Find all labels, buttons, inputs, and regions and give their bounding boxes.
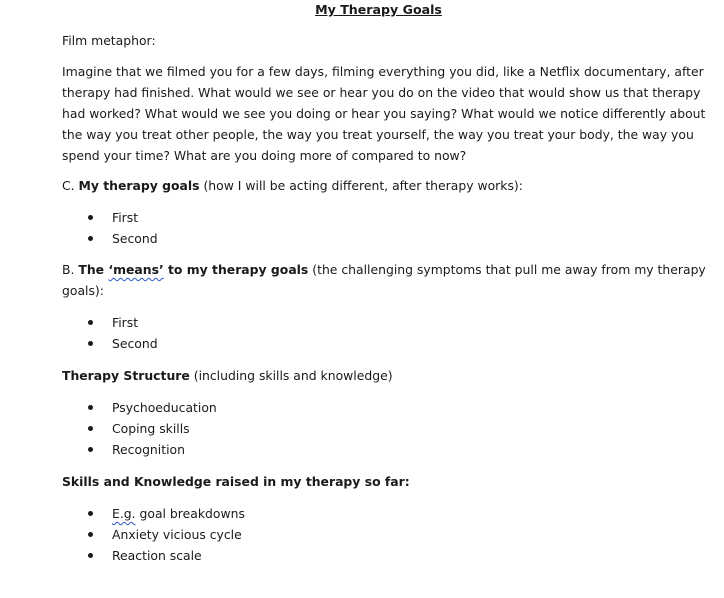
section-c-list [0, 207, 158, 249]
skills-list [0, 503, 245, 566]
list-item [0, 439, 217, 460]
section-c-title: My therapy goals [78, 178, 200, 193]
section-b-list [0, 312, 158, 354]
bullet-icon [88, 341, 93, 346]
list-item [0, 545, 245, 566]
section-c-note: (how I will be acting different, after therapy works): [199, 178, 523, 193]
section-b-title-pre: The [78, 262, 109, 277]
list-item [0, 312, 158, 333]
bullet-icon [88, 215, 93, 220]
list-item-label: First [112, 315, 139, 330]
structure-title: Therapy Structure [62, 368, 190, 383]
list-item-label: goal breakdowns [135, 506, 245, 521]
document-title: My Therapy Goals [315, 2, 442, 17]
bullet-icon [88, 236, 93, 241]
list-item-label: Second [112, 336, 158, 351]
skills-heading [62, 471, 710, 492]
list-item-label: Recognition [112, 442, 185, 457]
list-item-label: Psychoeducation [112, 400, 217, 415]
section-b-title-word: ‘means’ [108, 262, 164, 277]
intro-paragraph: Imagine that we filmed you for a few days, filming everything you did, like a Netflix documentary, after therapy had finished. What would we see or hear you do on the video that would show us that therapy had worked? What would we see you doing or hear you saying? What would we notice differently about the way you treat other people, the way you treat yourself, the way you treat your body, the way you spend your time? What are you doing more of compared to now? [62, 64, 706, 163]
structure-note: (including skills and knowledge) [189, 368, 393, 383]
list-item [0, 503, 245, 524]
list-item-label: Anxiety vicious cycle [112, 527, 242, 542]
list-item [0, 333, 158, 354]
section-b-title-post: to my therapy goals [163, 262, 309, 277]
section-b-note: (the challenging symptoms that pull me away from my therapy goals): [62, 262, 706, 298]
section-b-title [78, 262, 308, 277]
section-c-heading [62, 175, 710, 196]
list-item [0, 397, 217, 418]
list-item [0, 524, 245, 545]
list-item-label: Second [112, 231, 158, 246]
bullet-icon [88, 426, 93, 431]
list-item-label: First [112, 210, 139, 225]
section-b-heading [62, 259, 710, 301]
list-item [0, 418, 217, 439]
section-c-prefix: C. [62, 178, 79, 193]
bullet-icon [88, 511, 93, 516]
intro-label: Film metaphor: [62, 33, 156, 48]
bullet-icon [88, 447, 93, 452]
section-b-prefix: B. [62, 262, 79, 277]
list-item-label: Coping skills [112, 421, 190, 436]
bullet-icon [88, 320, 93, 325]
list-item-abbrev: E.g. [112, 506, 136, 521]
bullet-icon [88, 532, 93, 537]
structure-heading [62, 365, 710, 386]
structure-list [0, 397, 217, 460]
list-item [0, 228, 158, 249]
skills-title: Skills and Knowledge raised in my therapy so far: [62, 474, 410, 489]
bullet-icon [88, 405, 93, 410]
list-item [0, 207, 158, 228]
list-item-label: Reaction scale [112, 548, 202, 563]
bullet-icon [88, 553, 93, 558]
